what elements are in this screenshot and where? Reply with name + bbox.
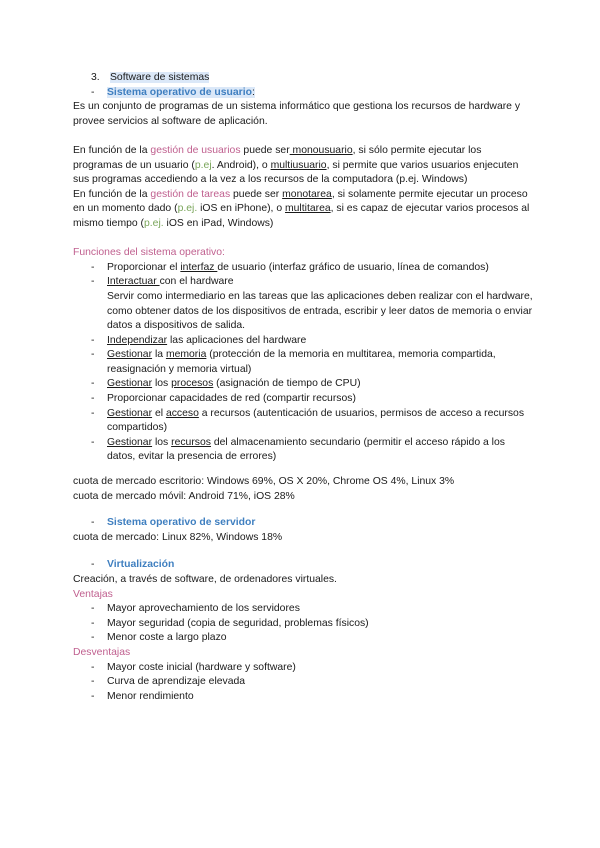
list-item: - Mayor coste inicial (hardware y software) <box>91 661 296 673</box>
market-desktop: cuota de mercado escritorio: Windows 69%, OS X 20%, Chrome OS 4%, Linux 3% <box>73 476 455 488</box>
section-title: Software de sistemas <box>110 72 210 83</box>
function-item: - Gestionar los procesos (asignación de tiempo de CPU) <box>91 378 361 390</box>
tasks-paragraph: En función de la gestión de tareas puede ser monotarea, si solamente permite ejecutar un proceso en un momento dado (p.ej. iOS en iPhone), o multitarea, si es capaz de ejecutar varios procesos al mismo tiempo (p.ej. iOS en iPad, Windows) <box>73 188 530 229</box>
section-number: 3. <box>91 72 100 83</box>
function-item: - Gestionar los recursos del almacenamiento secundario (permitir el acceso rápido a los datos, evitar la presencia de errores) <box>91 436 505 463</box>
virtualization-heading: - Virtualización <box>91 559 175 571</box>
function-detail: Servir como intermediario en las tareas que las aplicaciones deben realizar con el hardware, como obtener datos de los dispositivos de entrada, escribir y leer datos de memoria o enviar datos a dispositivos de salida. <box>107 290 533 332</box>
tasks-keyword: gestión de tareas <box>150 188 231 200</box>
server-market: cuota de mercado: Linux 82%, Windows 18% <box>73 531 283 543</box>
market-mobile: cuota de mercado móvil: Android 71%, iOS 28% <box>73 490 295 502</box>
function-item: - Proporcionar capacidades de red (compartir recursos) <box>91 393 356 405</box>
list-item: - Curva de aprendizaje elevada <box>91 676 246 688</box>
function-item: - Proporcionar el interfaz de usuario (interfaz gráfico de usuario, línea de comandos) <box>91 261 489 273</box>
os-server-heading: - Sistema operativo de servidor <box>91 517 256 529</box>
list-item: - Menor rendimiento <box>91 690 194 702</box>
virtualization-definition: Creación, a través de software, de ordenadores virtuales. <box>73 574 337 585</box>
function-item: - Independizar las aplicaciones del hardware <box>91 334 307 346</box>
list-item: - Mayor seguridad (copia de seguridad, problemas físicos) <box>91 617 369 629</box>
os-user-definition: Es un conjunto de programas de un sistema informático que gestiona los recursos de hardware y provee servicios al software de aplicación. <box>73 101 521 127</box>
virtualization-title: Virtualización <box>107 559 175 571</box>
users-paragraph: En función de la gestión de usuarios puede ser monousuario, si sólo permite ejecutar los programas de un usuario (p.ej. Android), o multiusuario, si permite que varios usuarios enjecuten sus programas accediendo a la vez a los recursos de la computadora (p.ej. Windows) <box>73 144 519 186</box>
cons-title: Desventajas <box>73 646 131 658</box>
section-heading <box>91 71 533 86</box>
list-item: - Mayor aprovechamiento de los servidores <box>91 603 300 615</box>
os-user-heading: - Sistema operativo de usuario: <box>91 86 255 98</box>
function-item: - Gestionar el acceso a recursos (autenticación de usuarios, permisos de acceso a recursos compartidos) <box>91 407 525 434</box>
os-server-title: Sistema operativo de servidor <box>107 517 256 529</box>
document-page <box>73 71 533 704</box>
function-item: - Gestionar la memoria (protección de la memoria en multitarea, memoria compartida, reasignación y memoria virtual) <box>91 349 496 375</box>
list-item: - Menor coste a largo plazo <box>91 632 227 644</box>
functions-title: Funciones del sistema operativo: <box>73 247 225 259</box>
users-keyword: gestión de usuarios <box>150 144 241 156</box>
function-item: - Interactuar con el hardware <box>91 276 234 288</box>
pros-title: Ventajas <box>73 588 113 600</box>
os-user-title: Sistema operativo de usuario <box>107 86 252 98</box>
